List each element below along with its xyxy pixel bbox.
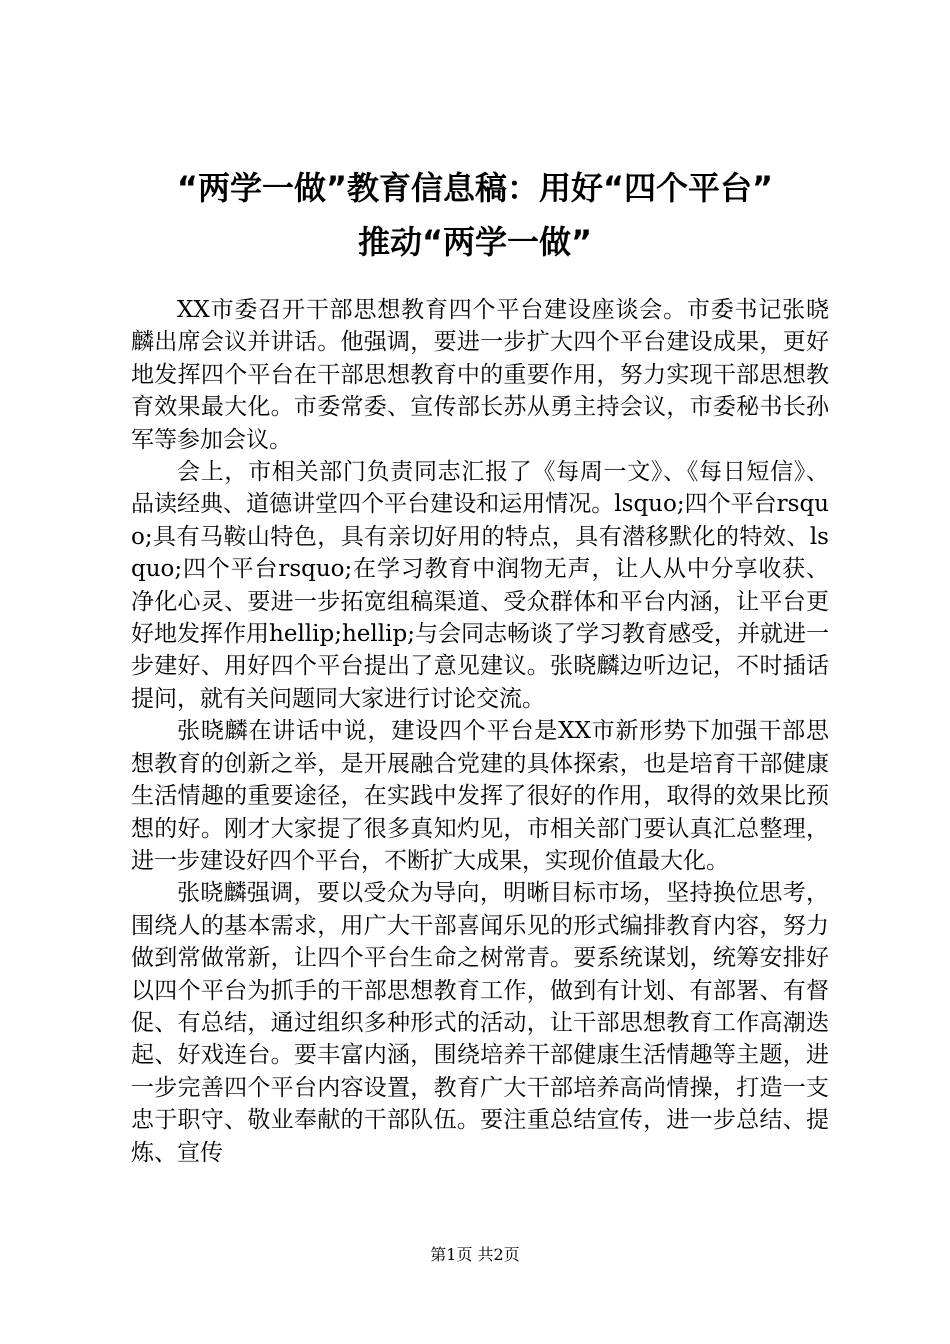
document-title-line-2: 推动“两学一做” bbox=[357, 223, 593, 261]
page-number-footer: 第1页 共2页 bbox=[430, 1245, 520, 1264]
document-body bbox=[131, 294, 829, 1169]
body-paragraph-4: 张晓麟强调，要以受众为导向，明晰目标市场，坚持换位思考，围绕人的基本需求，用广大干部喜闻乐见的形式编排教育内容，努力做到常做常新，让四个平台生命之树常青。要系统谋划，统筹安排好以四个平台为抓手的干部思想教育工作，做到有计划、有部署、有督促、有总结，通过组织多种形式的活动，让干部思想教育工作高潮迭起、好戏连台。要丰富内涵，围绕培养干部健康生活情趣等主题，进一步完善四个平台内容设置，教育广大干部培养高尚情操，打造一支忠于职守、敬业奉献的干部队伍。要注重总结宣传，进一步总结、提炼、宣传 bbox=[131, 880, 829, 1166]
body-paragraph-1: XX市委召开干部思想教育四个平台建设座谈会。市委书记张晓麟出席会议并讲话。他强调，要进一步扩大四个平台建设成果，更好地发挥四个平台在干部思想教育中的重要作用，努力实现干部思想教育效果最大化。市委常委、宣传部长苏从勇主持会议，市委秘书长孙军等参加会议。 bbox=[131, 297, 829, 453]
document-title-line-1: “两学一做”教育信息稿：用好“四个平台” bbox=[176, 169, 774, 207]
body-paragraph-2: 会上，市相关部门负责同志汇报了《每周一文》、《每日短信》、品读经典、道德讲堂四个平台建设和运用情况。lsquo;四个平台rsquo;具有马鞍山特色，具有亲切好用的特点，具有潜移默化的特效、lsquo;四个平台rsquo;在学习教育中润物无声，让人从中分享收获、净化心灵、要进一步拓宽组稿渠道、受众群体和平台内涵，让平台更好地发挥作用hellip;hellip;与会同志畅谈了学习教育感受，并就进一步建好、用好四个平台提出了意见建议。张晓麟边听边记，不时插话提问，就有关问题同大家进行讨论交流。 bbox=[131, 459, 829, 712]
body-paragraph-3: 张晓麟在讲话中说，建设四个平台是XX市新形势下加强干部思想教育的创新之举，是开展融合党建的具体探索，也是培育干部健康生活情趣的重要途径，在实践中发挥了很好的作用，取得的效果比预想的好。刚才大家提了很多真知灼见，市相关部门要认真汇总整理，进一步建设好四个平台，不断扩大成果，实现价值最大化。 bbox=[131, 718, 829, 874]
